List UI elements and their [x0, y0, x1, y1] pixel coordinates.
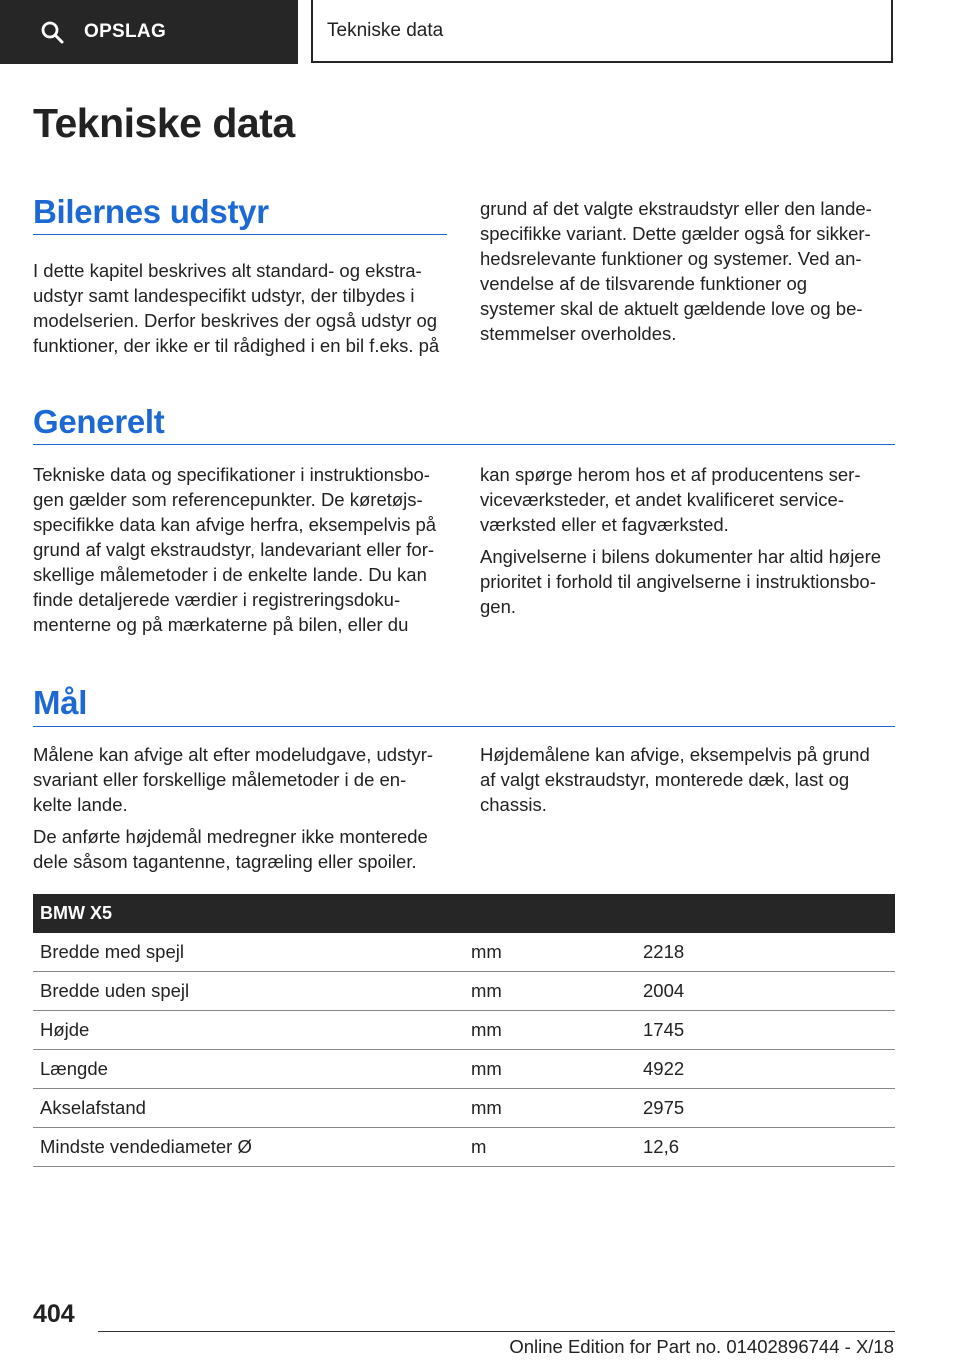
row-label: Bredde med spejl	[33, 933, 464, 972]
row-unit: mm	[464, 933, 636, 972]
paragraph: I dette kapitel beskrives alt standard- og ekstra- udstyr samt landespecifikt udstyr, der tilbydes i modelserien. Derfor beskrives der også udstyr og funktioner, der ikke er til rådighed i en bil f.eks. på	[33, 260, 440, 356]
generelt-left-column	[33, 462, 453, 644]
top-bar	[0, 0, 960, 66]
section-heading-maal: Mål	[33, 684, 88, 721]
row-label: Længde	[33, 1050, 464, 1089]
page-title: Tekniske data	[33, 100, 295, 146]
search-icon	[40, 20, 64, 44]
paragraph: grund af det valgte ekstraudstyr eller den lande- specifikke variant. Dette gælder også for sikker- hedsrelevante funktioner og systemer. Ved an- vendelse af de tilsvarende funktioner og systemer skal de aktuelt gældende love og be- stemmelser overholdes.	[480, 198, 872, 344]
paragraph: Tekniske data og specifikationer i instruktionsbo- gen gælder som referencepunkter. De køretøjs- specifikke data kan afvige herfra, eksempelvis på grund af valgt ekstraudstyr, landevariant eller for- skellige målemetoder i de enkelte lande. Du kan finde detaljerede værdier i registreringsdoku- menterne og på mærkaterne på bilen, eller du	[33, 464, 437, 635]
dimensions-table	[33, 894, 895, 1167]
table-row	[33, 972, 895, 1011]
row-value: 2004	[636, 972, 895, 1011]
table-row	[33, 933, 895, 972]
footer-edition: Online Edition for Part no. 01402896744 - X/18	[509, 1336, 894, 1357]
maal-left-column	[33, 742, 453, 881]
table-row	[33, 1011, 895, 1050]
row-unit: mm	[464, 1089, 636, 1128]
paragraph: De anførte højdemål medregner ikke monterede dele såsom tagantenne, tagræling eller spoiler.	[33, 826, 428, 872]
row-label: Mindste vendediameter Ø	[33, 1128, 464, 1167]
table-row	[33, 1050, 895, 1089]
paragraph: Højdemålene kan afvige, eksempelvis på grund af valgt ekstraudstyr, monterede dæk, last og chassis.	[480, 744, 870, 815]
generelt-right-column	[480, 462, 900, 626]
row-value: 12,6	[636, 1128, 895, 1167]
paragraph: Målene kan afvige alt efter modeludgave, udstyr- svariant eller forskellige målemetoder i de en- kelte lande.	[33, 744, 434, 815]
row-value: 2218	[636, 933, 895, 972]
footer-rule	[98, 1331, 895, 1332]
table-header-row	[33, 894, 895, 933]
bilernes-left-column	[33, 258, 453, 365]
search-button[interactable]	[0, 0, 298, 64]
breadcrumb[interactable]	[311, 0, 893, 63]
row-value: 2975	[636, 1089, 895, 1128]
section-rule-maal	[33, 726, 895, 727]
row-label: Akselafstand	[33, 1089, 464, 1128]
row-value: 4922	[636, 1050, 895, 1089]
maal-right-column	[480, 742, 900, 824]
row-unit: m	[464, 1128, 636, 1167]
row-label: Højde	[33, 1011, 464, 1050]
search-label: OPSLAG	[84, 21, 167, 42]
row-label: Bredde uden spejl	[33, 972, 464, 1011]
paragraph: Angivelserne i bilens dokumenter har altid højere prioritet i forhold til angivelserne i instruktionsbo- gen.	[480, 546, 882, 617]
page-number: 404	[33, 1300, 75, 1328]
row-unit: mm	[464, 1050, 636, 1089]
row-unit: mm	[464, 972, 636, 1011]
row-unit: mm	[464, 1011, 636, 1050]
row-value: 1745	[636, 1011, 895, 1050]
section-rule-bilernes	[33, 234, 447, 235]
breadcrumb-text: Tekniske data	[327, 19, 444, 41]
table-row	[33, 1089, 895, 1128]
table-header: BMW X5	[33, 894, 895, 933]
section-heading-generelt: Generelt	[33, 403, 165, 440]
paragraph: kan spørge herom hos et af producentens ser- viceværksteder, et andet kvalificeret service- værksted eller et fagværksted.	[480, 464, 861, 535]
section-heading-bilernes: Bilernes udstyr	[33, 193, 269, 230]
bilernes-right-column	[480, 196, 900, 353]
table-row	[33, 1128, 895, 1167]
section-rule-generelt	[33, 444, 895, 445]
